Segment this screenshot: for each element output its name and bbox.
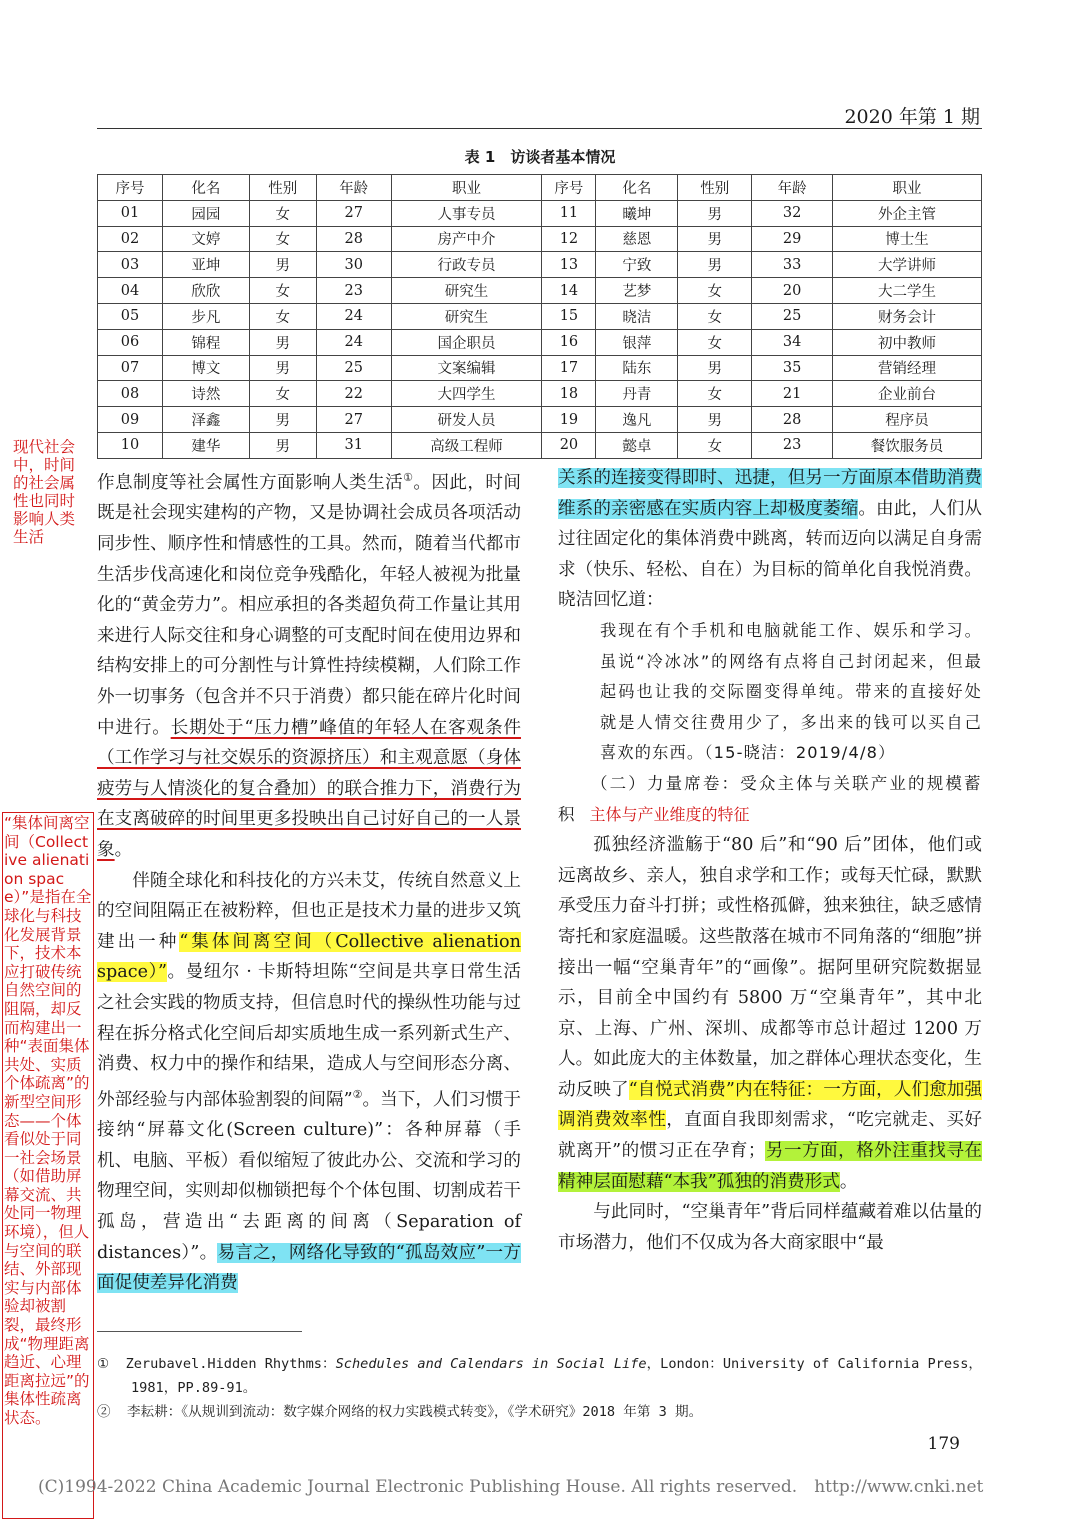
- body-text: 。: [114, 839, 133, 860]
- footnote-rule: [97, 1331, 302, 1332]
- table-cell: 亚坤: [162, 252, 249, 278]
- table-cell: 曦坤: [596, 200, 678, 226]
- table-cell: 09: [98, 407, 163, 433]
- table-cell: 27: [316, 407, 391, 433]
- table-row: [98, 200, 982, 226]
- table-cell: 逸凡: [596, 407, 678, 433]
- table-cell: 29: [752, 226, 833, 252]
- annotation-note-heading: 主体与产业维度的特征: [589, 804, 750, 824]
- table-cell: 13: [542, 252, 596, 278]
- footnote-text: ，London：University of California Press，1981，PP.89-91。: [131, 1356, 982, 1396]
- table-row: [98, 278, 982, 304]
- table-cell: 女: [249, 381, 316, 407]
- table-cell: 20: [752, 278, 833, 304]
- heading-text: （二）力量席卷：受众主体与关联产业的规模蓄积: [558, 773, 982, 824]
- section-heading: [558, 769, 982, 830]
- table-cell: 35: [752, 355, 833, 381]
- table-cell: 诗然: [162, 381, 249, 407]
- table-cell: 30: [316, 252, 391, 278]
- table-cell: 男: [249, 252, 316, 278]
- footnote-mark: ①: [97, 1356, 110, 1372]
- body-text: 。曼纽尔 · 卡斯特坦陈“空间是共享日常生活之社会实践的物质支持，但信息时代的操纵性功能与过程在拆分格式化空间后却实质地生成一系列新式生产、消费、权力中的操作和结果，造成人与空间形态分离、外部经验与内部体验割裂的间隔”: [97, 962, 521, 1110]
- table-cell: 慈恩: [596, 226, 678, 252]
- table-cell: 10: [98, 432, 163, 458]
- interviewee-table: [97, 174, 982, 459]
- table-cell: 32: [752, 200, 833, 226]
- table-header-row: [98, 175, 982, 201]
- table-cell: 大四学生: [391, 381, 542, 407]
- table-cell: 建华: [162, 432, 249, 458]
- table-cell: 研究生: [391, 278, 542, 304]
- paragraph: [97, 463, 521, 866]
- journal-issue: 2020 年第 1 期: [844, 106, 980, 128]
- table-cell: 女: [249, 200, 316, 226]
- table-cell: 19: [542, 407, 596, 433]
- table-cell: 20: [542, 432, 596, 458]
- body-text: 。由此，人们从过往固定化的集体消费中跳离，转而迈向以满足自身需求（快乐、轻松、自在）为目标的简单化自我悦消费。晓洁回忆道：: [558, 498, 982, 611]
- table-cell: 欣欣: [162, 278, 249, 304]
- table-title: 表 1 访谈者基本情况: [464, 148, 616, 166]
- table-header-cell: 职业: [833, 175, 982, 201]
- table-header-cell: 年龄: [316, 175, 391, 201]
- header-rule: [97, 128, 982, 129]
- footnote-ref[interactable]: ①: [403, 471, 414, 484]
- table-cell: 03: [98, 252, 163, 278]
- body-text: 。因此，时间既是社会现实建构的产物，又是协调社会成员各项活动同步性、顺序性和情感性的工具。然而，随着当代都市生活步伐高速化和岗位竞争残酷化，年轻人被视为批量化的“黄金劳力”。相应承担的各类超负荷工作量让其用来进行人际交往和身心调整的可支配时间在使用边界和结构安排上的可分割性与计算性持续模糊，人们除工作外一切事务（包含并不只于消费）都只能在碎片化时间中进行。: [97, 472, 521, 738]
- left-column: [97, 463, 521, 1299]
- table-cell: 女: [249, 303, 316, 329]
- table-cell: 11: [542, 200, 596, 226]
- table-cell: 研发人员: [391, 407, 542, 433]
- table-cell: 24: [316, 329, 391, 355]
- table-cell: 博士生: [833, 226, 982, 252]
- table-row: [98, 252, 982, 278]
- table-header-cell: 性别: [678, 175, 752, 201]
- table-cell: 企业前台: [833, 381, 982, 407]
- table-cell: 园园: [162, 200, 249, 226]
- table-cell: 男: [678, 355, 752, 381]
- table-cell: 男: [249, 355, 316, 381]
- table-cell: 14: [542, 278, 596, 304]
- body-text: 。: [839, 1171, 858, 1192]
- table-cell: 28: [316, 226, 391, 252]
- table-cell: 女: [678, 278, 752, 304]
- body-text: ，直面自我即刻需求，“吃完就走、买好就离开”的惯习正在孕育；: [558, 1110, 982, 1162]
- table-cell: 08: [98, 381, 163, 407]
- table-cell: 财务会计: [833, 303, 982, 329]
- highlighted-text: 另一方面，格外注重找寻在精神层面慰藉“本我”孤独的消费形式: [558, 1141, 982, 1192]
- table-cell: 人事专员: [391, 200, 542, 226]
- table-cell: 女: [249, 278, 316, 304]
- table-cell: 程序员: [833, 407, 982, 433]
- table-row: [98, 407, 982, 433]
- table-cell: 银萍: [596, 329, 678, 355]
- table-cell: 陆东: [596, 355, 678, 381]
- table-cell: 艺梦: [596, 278, 678, 304]
- table-cell: 05: [98, 303, 163, 329]
- table-cell: 25: [752, 303, 833, 329]
- footnote-text: 李耘耕：《从规训到流动：数字媒介网络的权力实践模式转变》，《学术研究》2018 年第 3 期。: [126, 1404, 703, 1420]
- table-cell: 女: [678, 329, 752, 355]
- table-cell: 男: [249, 432, 316, 458]
- table-cell: 男: [678, 407, 752, 433]
- table-row: [98, 226, 982, 252]
- table-cell: 21: [752, 381, 833, 407]
- table-cell: 男: [249, 407, 316, 433]
- table-cell: 22: [316, 381, 391, 407]
- table-cell: 31: [316, 432, 391, 458]
- table-cell: 丹青: [596, 381, 678, 407]
- table-cell: 女: [678, 381, 752, 407]
- table-cell: 06: [98, 329, 163, 355]
- paragraph: [558, 463, 982, 616]
- table-header-cell: 年龄: [752, 175, 833, 201]
- table-body: [98, 200, 982, 458]
- footnote-1: [97, 1352, 982, 1400]
- table-cell: 高级工程师: [391, 432, 542, 458]
- table-cell: 大学讲师: [833, 252, 982, 278]
- table-cell: 02: [98, 226, 163, 252]
- footnote-text: Zerubavel.Hidden Rhythms：: [125, 1356, 336, 1372]
- table-header-cell: 化名: [162, 175, 249, 201]
- copyright-notice: (C)1994-2022 China Academic Journal Electronic Publishing House. All rights reserved. http://www.cnki.net: [38, 1477, 984, 1497]
- table-cell: 16: [542, 329, 596, 355]
- underlined-text: 长期处于“压力槽”峰值的年轻人在客观条件（工作学习与社交娱乐的资源挤压）和主观意愿（身体疲劳与人情淡化的复合叠加）的联合推力下，消费行为在支离破碎的时间里更多投映出自己讨好自己的一人景象: [97, 717, 521, 860]
- table-cell: 初中教师: [833, 329, 982, 355]
- table-cell: 女: [678, 432, 752, 458]
- table-cell: 行政专员: [391, 252, 542, 278]
- table-cell: 28: [752, 407, 833, 433]
- body-text: 作息制度等社会属性方面影响人类生活: [97, 472, 404, 493]
- table-cell: 男: [678, 252, 752, 278]
- table-cell: 餐饮服务员: [833, 432, 982, 458]
- table-cell: 34: [752, 329, 833, 355]
- interview-quote: 我现在有个手机和电脑就能工作、娱乐和学习。虽说“冷冰冰”的网络有点将自己封闭起来，但最起码也让我的交际圈变得单纯。带来的直接好处就是人情交往费用少了，多出来的钱可以买自己喜欢的东西。（15-晓洁：2019/4/8）: [600, 620, 982, 763]
- table-cell: 23: [316, 278, 391, 304]
- table-cell: 27: [316, 200, 391, 226]
- paragraph: [558, 830, 982, 1197]
- highlighted-text: 易言之，网络化导致的“孤岛效应”一方面促使差异化消费: [97, 1242, 521, 1294]
- table-cell: 房产中介: [391, 226, 542, 252]
- footnote-mark: ②: [97, 1404, 111, 1420]
- table-cell: 宁致: [596, 252, 678, 278]
- body-text: 伴随全球化和科技化的方兴未艾，传统自然意义上的空间阻隔正在被粉粹，但也正是技术力量的进步又筑建出一种: [97, 870, 521, 952]
- footnotes: [97, 1352, 982, 1424]
- table-cell: 07: [98, 355, 163, 381]
- highlighted-text: “自悦式消费”内在特征：一方面，人们愈加强调消费效率性: [558, 1079, 982, 1131]
- table-cell: 男: [678, 200, 752, 226]
- highlighted-text: “集体间离空间（Collective alienation space）”: [97, 931, 521, 983]
- table-cell: 国企职员: [391, 329, 542, 355]
- table-cell: 25: [316, 355, 391, 381]
- table-cell: 锦程: [162, 329, 249, 355]
- table-header-cell: 化名: [596, 175, 678, 201]
- table-header-cell: 职业: [391, 175, 542, 201]
- annotation-note-space: “集体间离空间（Collective alienation space）”是指在全球化与科技化发展背景下，技术本应打破传统自然空间的阻隔，却反而构建出一种“表面集体共处、实质个体疏离”的新型空间形态——个体看似处于同一社会场景（如借助屏幕交流、共处同一物理环境），但人与空间的联结、外部现实与内部体验却被割裂，最终形成“物理距离趋近、心理距离拉远”的集体性疏离状态。: [2, 812, 94, 1519]
- footnote-ref[interactable]: ②: [352, 1087, 363, 1101]
- table-row: [98, 329, 982, 355]
- table-row: [98, 432, 982, 458]
- table-cell: 步凡: [162, 303, 249, 329]
- page-number: 179: [927, 1434, 960, 1454]
- table-header-cell: 性别: [249, 175, 316, 201]
- table-cell: 12: [542, 226, 596, 252]
- table-cell: 大二学生: [833, 278, 982, 304]
- table-row: [98, 381, 982, 407]
- paragraph: [97, 866, 521, 1299]
- table-cell: 17: [542, 355, 596, 381]
- table-cell: 懿卓: [596, 432, 678, 458]
- footnote-2: [97, 1400, 982, 1424]
- table-cell: 男: [678, 226, 752, 252]
- table-cell: 文婷: [162, 226, 249, 252]
- table-cell: 文案编辑: [391, 355, 542, 381]
- footnote-title: Schedules and Calendars in Social Life: [335, 1356, 647, 1372]
- table-header-cell: 序号: [98, 175, 163, 201]
- table-cell: 研究生: [391, 303, 542, 329]
- right-column: [558, 463, 982, 1258]
- table-cell: 24: [316, 303, 391, 329]
- table-cell: 01: [98, 200, 163, 226]
- table-cell: 男: [249, 329, 316, 355]
- table-cell: 18: [542, 381, 596, 407]
- table-cell: 33: [752, 252, 833, 278]
- highlighted-text: 关系的连接变得即时、迅捷，但另一方面原本借助消费维系的亲密感在实质内容上却极度萎缩: [558, 468, 982, 519]
- body-text: 孤独经济滥觞于“80 后”和“90 后”团体，他们或远离故乡、亲人，独自求学和工作；或每天忙碌，默默承受压力奋斗打拼；或性格孤僻，独来独往，缺乏感情寄托和家庭温暖。这些散落在城市不同角落的“细胞”拼接出一幅“空巢青年”的“画像”。据阿里研究院数据显示，目前全中国约有 5800 万“空巢青年”，其中北京、上海、广州、深圳、成都等市总计超过 1200 万人。如此庞大的主体数量，加之群体心理状态变化，生动反映了: [558, 835, 982, 1100]
- body-text: 。当下，人们习惯于接纳“屏幕文化(Screen culture)”：各种屏幕（手机、电脑、平板）看似缩短了彼此办公、交流和学习的物理空间，实则却似枷锁把每个个体包围、切割成若干孤岛，营造出“去距离的间离（Separation of distances）”。: [97, 1089, 521, 1263]
- table-cell: 晓洁: [596, 303, 678, 329]
- table-cell: 04: [98, 278, 163, 304]
- table-row: [98, 303, 982, 329]
- paragraph: 与此同时，“空巢青年”背后同样蕴藏着难以估量的市场潜力，他们不仅成为各大商家眼中“最: [558, 1202, 982, 1253]
- table-cell: 女: [249, 226, 316, 252]
- table-cell: 外企主管: [833, 200, 982, 226]
- table-cell: 泽鑫: [162, 407, 249, 433]
- table-cell: 15: [542, 303, 596, 329]
- annotation-note-time: 现代社会中，时间的社会属性也同时影响人类生活: [13, 438, 76, 546]
- table-cell: 博文: [162, 355, 249, 381]
- table-header-cell: 序号: [542, 175, 596, 201]
- table-cell: 女: [678, 303, 752, 329]
- table-row: [98, 355, 982, 381]
- table-cell: 23: [752, 432, 833, 458]
- table-cell: 营销经理: [833, 355, 982, 381]
